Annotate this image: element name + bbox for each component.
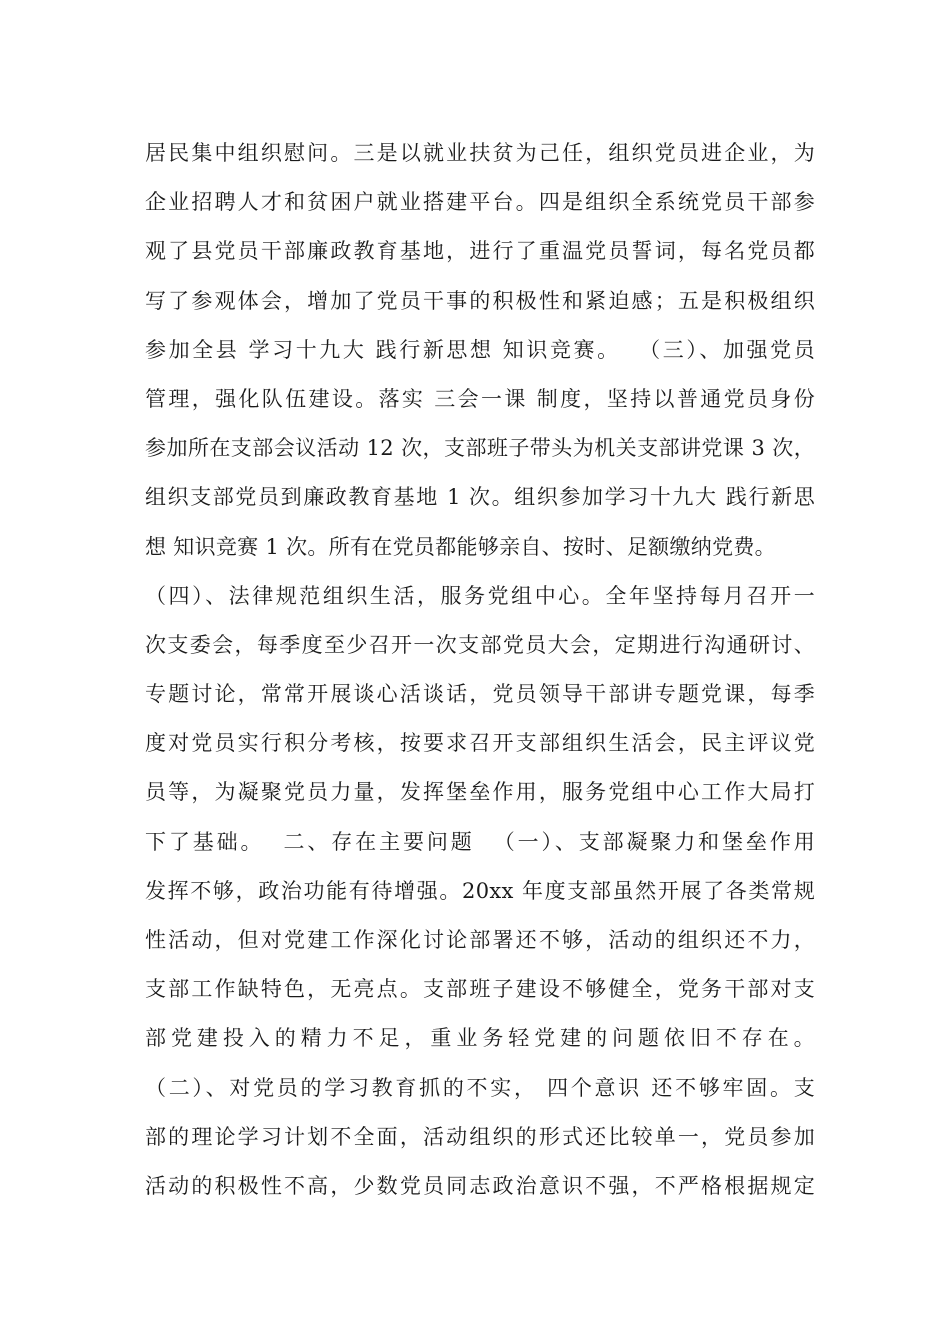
text-line: 企业招聘人才和贫困户就业搭建平台。四是组织全系统党员干部参 [145,190,815,215]
text-line: 组织支部党员到廉政教育基地 1 次。组织参加学习十九大 践行新思 [145,485,815,510]
text-line: 次支委会，每季度至少召开一次支部党员大会，定期进行沟通研讨、 [145,632,815,657]
text-line: 参加全县 学习十九大 践行新思想 知识竞赛。 （三）、加强党员 [145,337,815,362]
text-line: 想 知识竞赛 1 次。所有在党员都能够亲自、按时、足额缴纳党费。 [145,534,776,559]
text-line: 参加所在支部会议活动 12 次，支部班子带头为机关支部讲党课 3 次， [145,436,815,461]
text-line: 观了县党员干部廉政教育基地，进行了重温党员誓词，每名党员都 [145,239,815,264]
text-line: （二）、对党员的学习教育抓的不实， 四个意识 还不够牢固。支 [145,1075,815,1100]
text-line: 部党建投入的精力不足，重业务轻党建的问题依旧不存在。 [145,1026,815,1051]
text-line: 专题讨论，常常开展谈心活谈话，党员领导干部讲专题党课，每季 [145,682,815,707]
text-line: 下了基础。 二、存在主要问题 （一）、支部凝聚力和堡垒作用 [145,829,815,854]
text-line: 部的理论学习计划不全面，活动组织的形式还比较单一，党员参加 [145,1124,815,1149]
text-line: 居民集中组织慰问。三是以就业扶贫为己任，组织党员进企业，为 [145,141,815,165]
text-line: 活动的积极性不高，少数党员同志政治意识不强，不严格根据规定 [145,1173,815,1198]
text-line: 写了参观体会，增加了党员干事的积极性和紧迫感；五是积极组织 [145,288,815,313]
text-line: 员等，为凝聚党员力量，发挥堡垒作用，服务党组中心工作大局打 [145,780,815,805]
body-text [145,133,815,1215]
text-line: 性活动，但对党建工作深化讨论部署还不够，活动的组织还不力， [145,928,815,952]
text-line: 支部工作缺特色，无亮点。支部班子建设不够健全，党务干部对支 [145,977,815,1002]
text-line: 发挥不够，政治功能有待增强。20xx 年度支部虽然开展了各类常规 [145,878,815,903]
text-line: 度对党员实行积分考核，按要求召开支部组织生活会，民主评议党 [145,731,815,756]
text-line: 管理，强化队伍建设。落实 三会一课 制度，坚持以普通党员身份 [145,386,815,411]
text-line: （四）、法律规范组织生活，服务党组中心。全年坚持每月召开一 [145,583,815,608]
